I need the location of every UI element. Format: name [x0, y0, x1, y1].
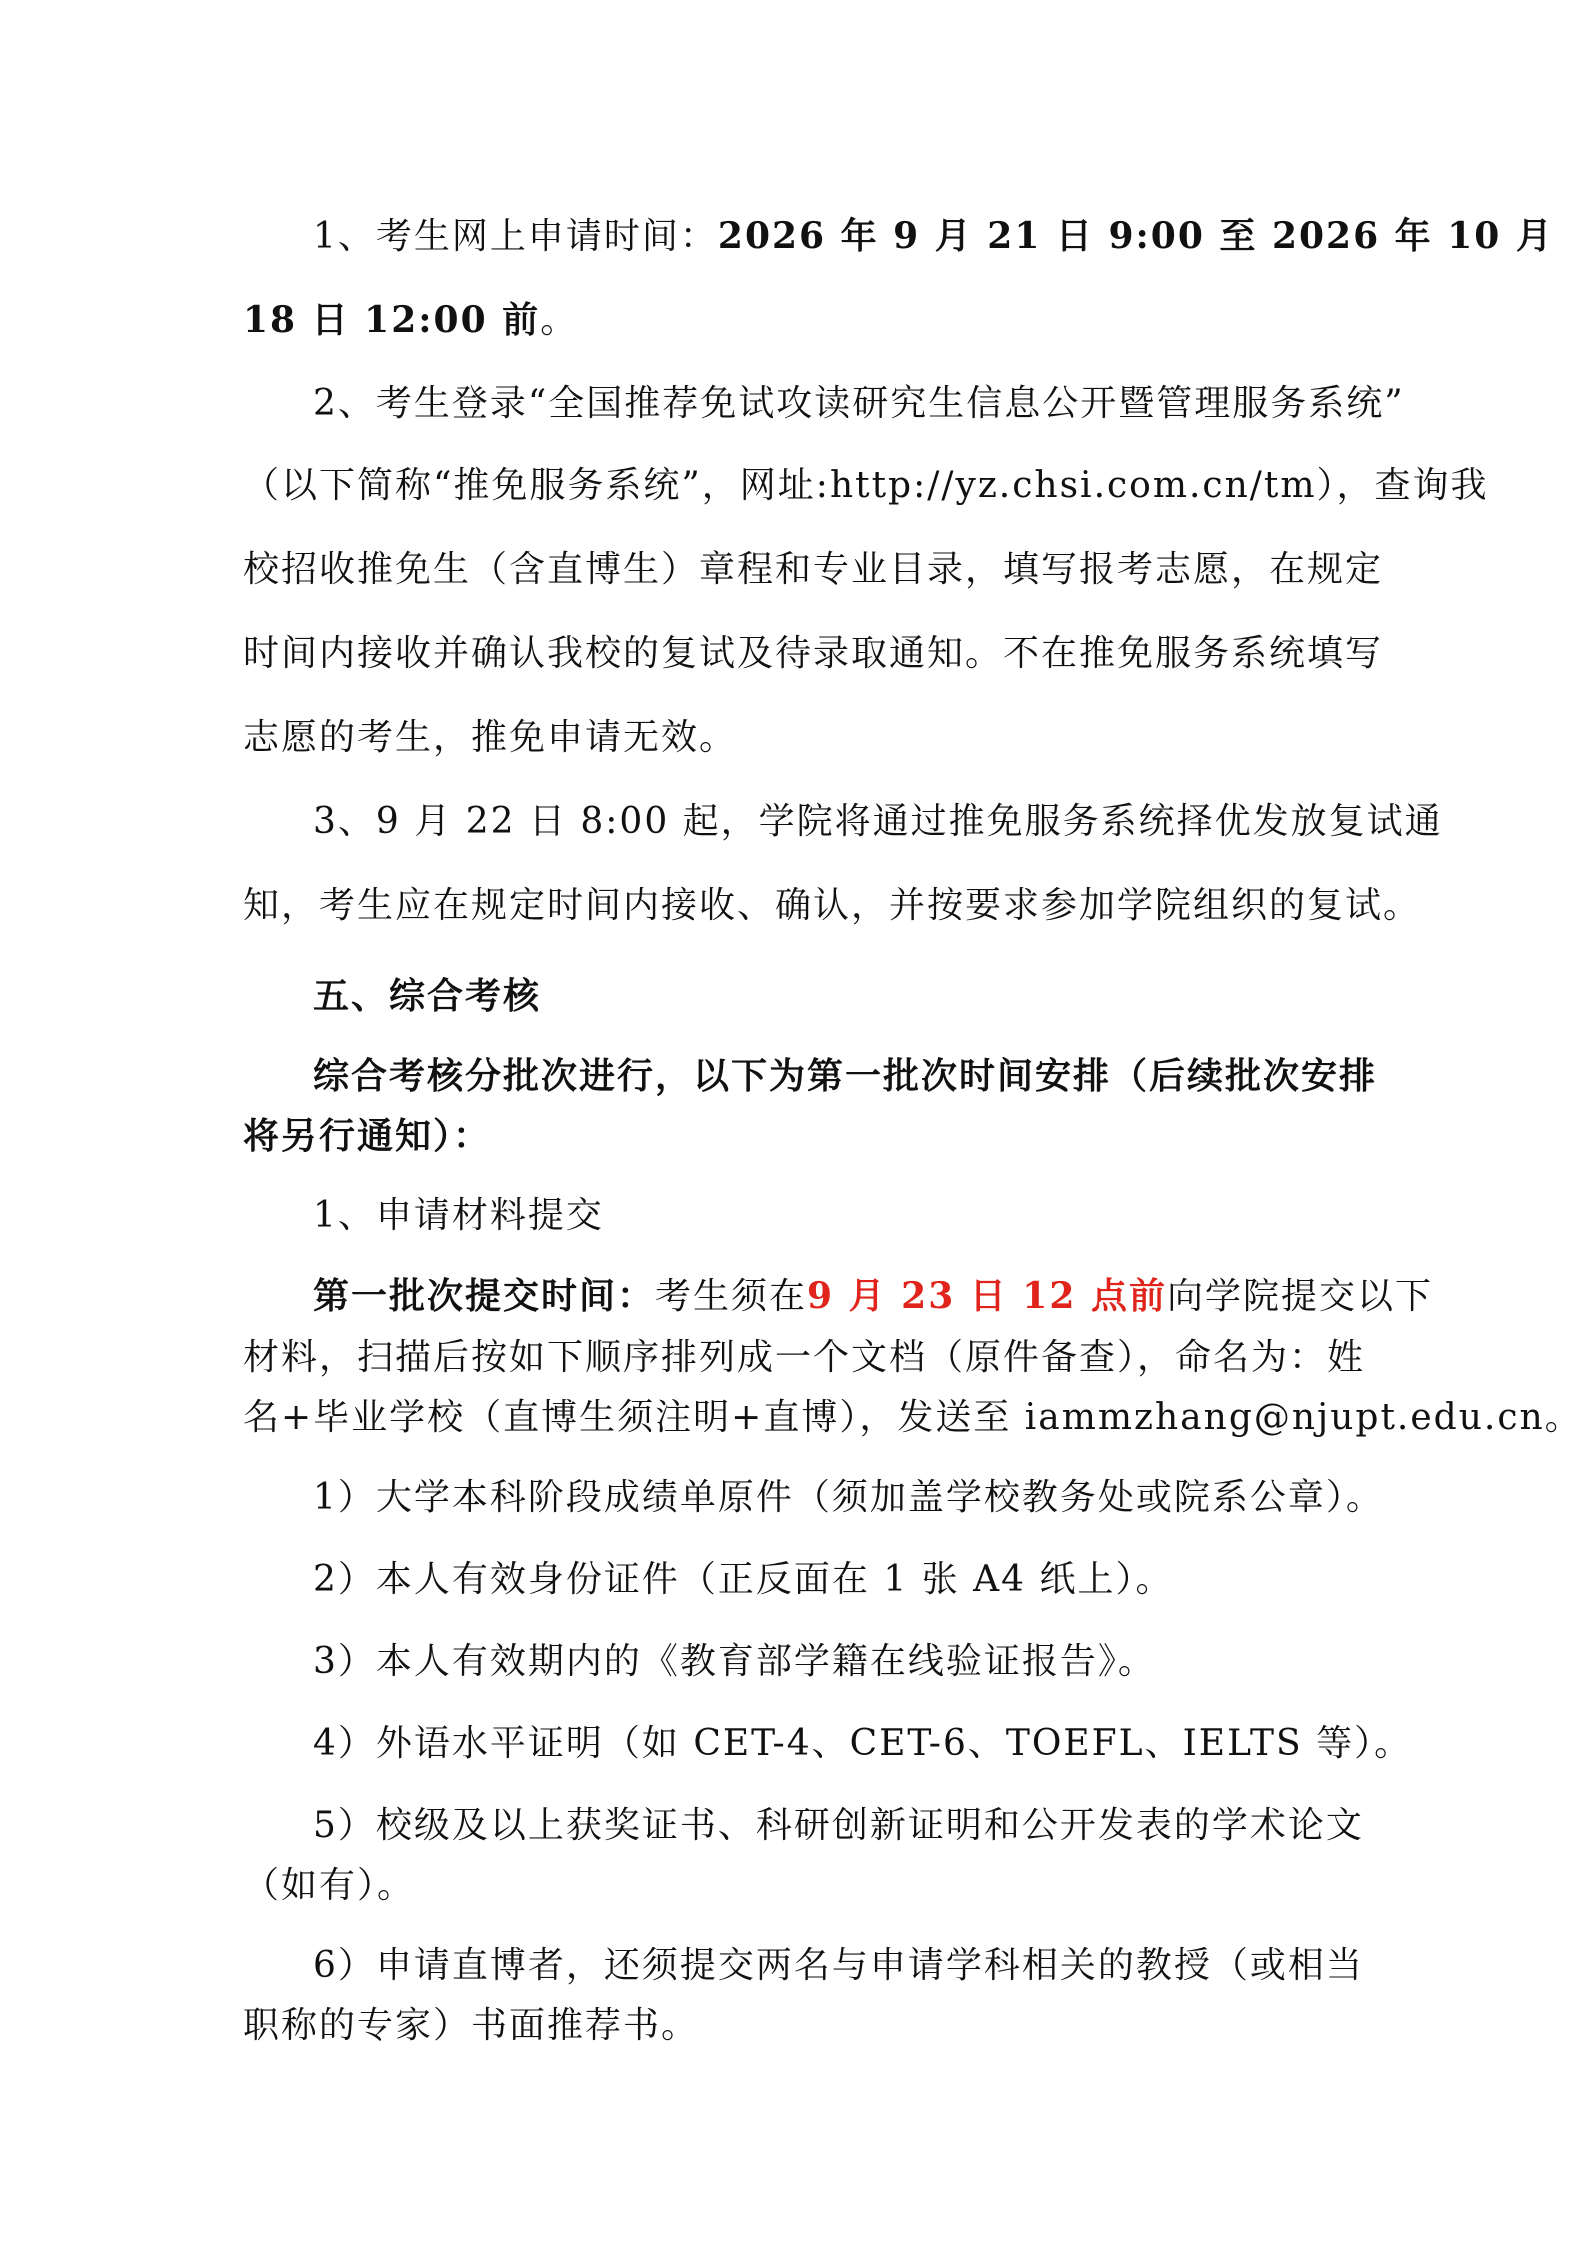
item3-line2: 知，考生应在规定时间内接收、确认，并按要求参加学院组织的复试。 [243, 885, 1422, 926]
item1-lead: 1、考生网上申请时间： [313, 216, 718, 257]
material-item-6-line1: 6）申请直博者，还须提交两名与申请学科相关的教授（或相当 [313, 1945, 1364, 1986]
material-item-5-line1: 5）校级及以上获奖证书、科研创新证明和公开发表的学术论文 [313, 1805, 1364, 1846]
item2-line5: 志愿的考生，推免申请无效。 [243, 717, 738, 758]
material-item-3: 3）本人有效期内的《教育部学籍在线验证报告》。 [313, 1641, 1156, 1682]
submission-label: 第一批次提交时间： [313, 1275, 656, 1317]
material-item-1: 1）大学本科阶段成绩单原件（须加盖学校教务处或院系公章）。 [313, 1477, 1384, 1518]
item1-line1 [313, 212, 1554, 260]
submission-line1 [313, 1272, 1433, 1320]
subsection1-heading: 1、申请材料提交 [313, 1195, 604, 1236]
submission-line2: 材料，扫描后按如下顺序排列成一个文档（原件备查），命名为：姓 [243, 1337, 1366, 1378]
item3-line1: 3、9 月 22 日 8:00 起，学院将通过推免服务系统择优发放复试通 [313, 801, 1443, 842]
material-item-6-line2: 职称的专家）书面推荐书。 [243, 2005, 700, 2046]
section5-intro-line2: 将另行通知）： [243, 1115, 492, 1157]
submission-post: 向学院提交以下 [1166, 1276, 1433, 1317]
section5-heading: 五、综合考核 [313, 975, 542, 1017]
item1-tail: 。 [540, 300, 579, 341]
item2-line4: 时间内接收并确认我校的复试及待录取通知。不在推免服务系统填写 [243, 633, 1384, 674]
submission-deadline: 9 月 23 日 12 点前 [807, 1275, 1167, 1317]
submission-pre: 考生须在 [655, 1276, 808, 1317]
item1-line2 [243, 296, 1353, 344]
item2-line2: （以下简称“推免服务系统”，网址:http://yz.chsi.com.cn/tm），查询我 [243, 465, 1489, 506]
submission-line3: 名+毕业学校（直博生须注明+直博），发送至 iammzhang@njupt.edu.cn。 [243, 1397, 1583, 1438]
item1-time-a: 2026 年 9 月 21 日 9:00 至 2026 年 10 月 [717, 215, 1554, 257]
material-item-2: 2）本人有效身份证件（正反面在 1 张 A4 纸上）。 [313, 1559, 1174, 1600]
item2-line1: 2、考生登录“全国推荐免试攻读研究生信息公开暨管理服务系统” [313, 383, 1405, 424]
item2-line3: 校招收推免生（含直博生）章程和专业目录，填写报考志愿，在规定 [243, 549, 1384, 590]
material-item-5-line2: （如有）。 [243, 1865, 416, 1906]
material-item-4: 4）外语水平证明（如 CET-4、CET-6、TOEFL、IELTS 等）。 [313, 1723, 1413, 1764]
section5-intro-line1: 综合考核分批次进行，以下为第一批次时间安排（后续批次安排 [313, 1055, 1378, 1097]
item1-time-b: 18 日 12:00 前 [243, 299, 541, 341]
